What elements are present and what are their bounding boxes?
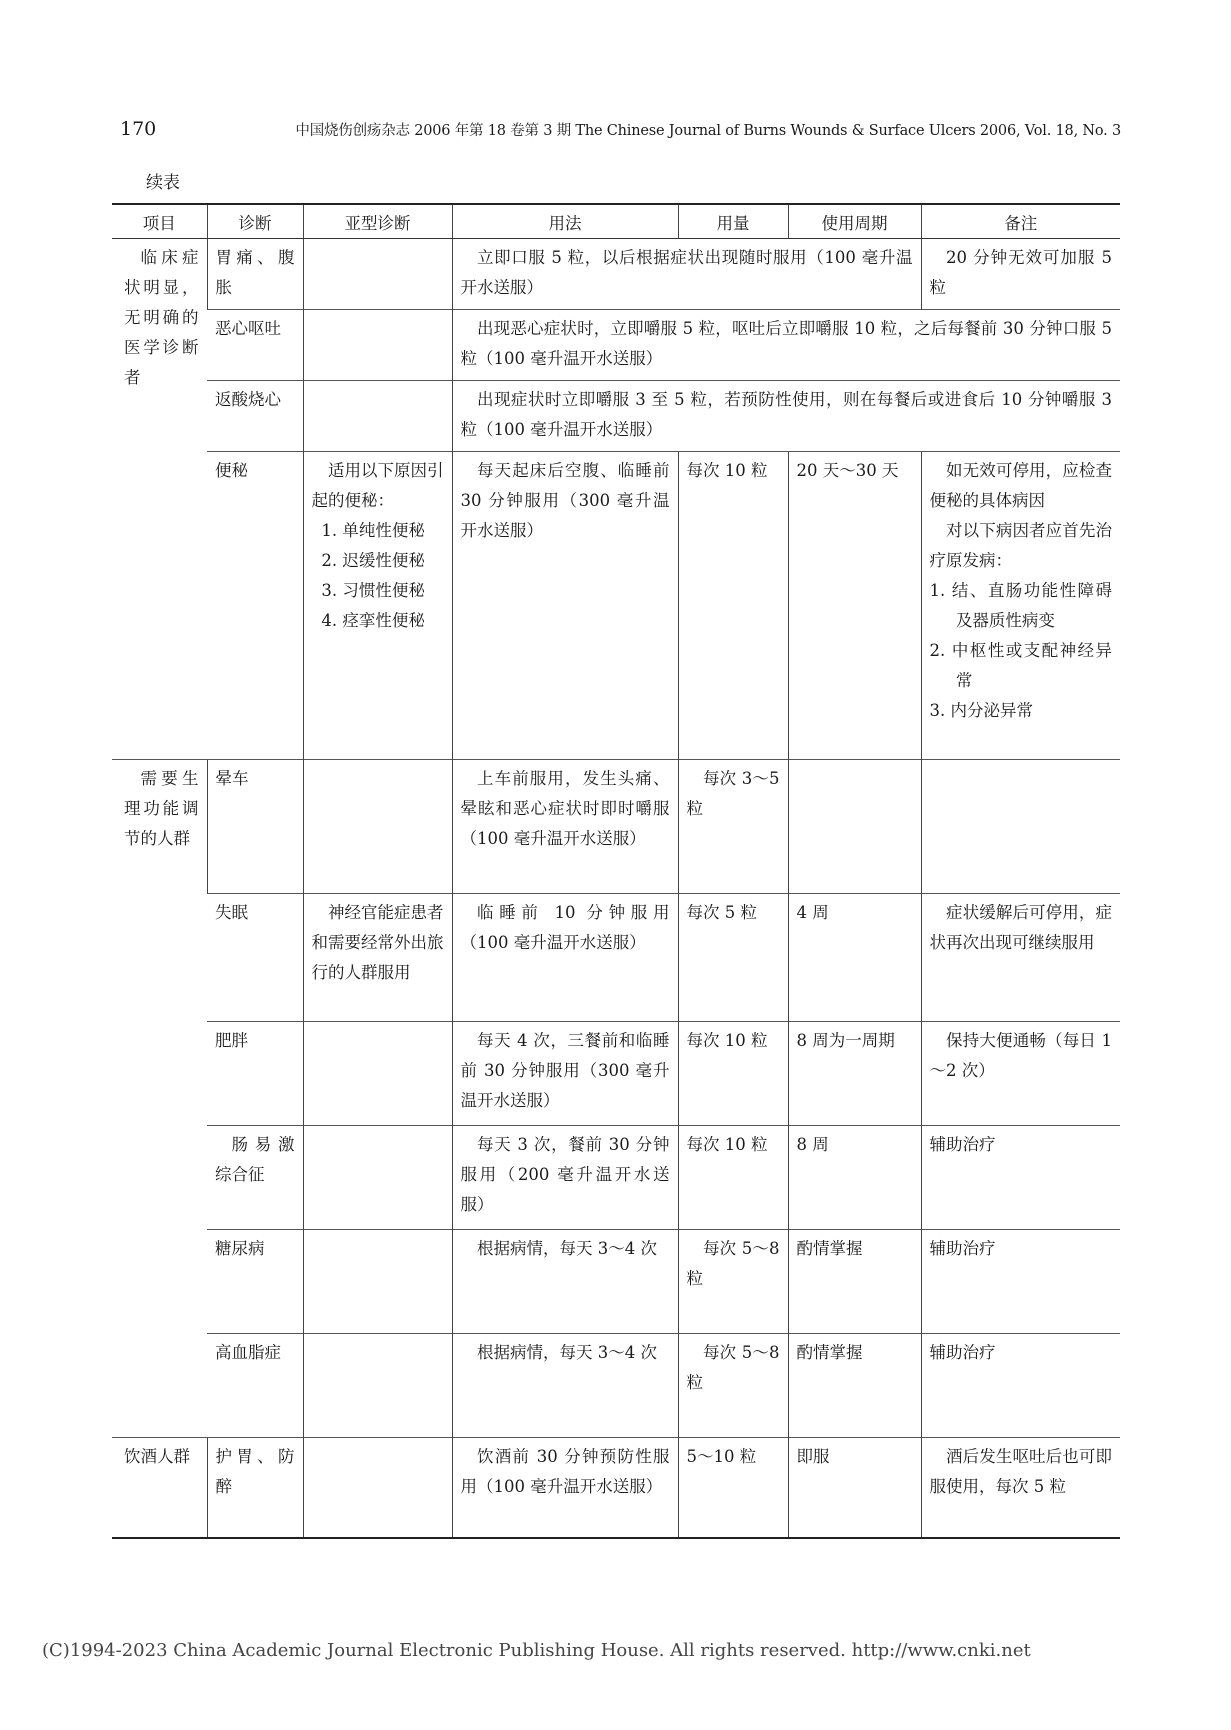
usage-cell: 出现症状时立即嚼服 3 至 5 粒，若预防性使用，则在每餐后或进食后 10 分钟嚼服 3 粒（100 毫升温开水送服） [452, 381, 1120, 452]
list-item: 1. 单纯性便秘 [321, 521, 425, 540]
table-row [112, 760, 1120, 894]
running-header: 中国烧伤创疡杂志 2006 年第 18 卷第 3 期 The Chinese Journal of Burns Wounds & Surface Ulcers 2006, Vol. 18, No. 3 [295, 123, 1121, 139]
usage-cell: 根据病情，每天 3～4 次 [452, 1230, 678, 1334]
dose-cell: 5～10 粒 [678, 1438, 788, 1538]
project-cell: 需要生理功能调节的人群 [112, 760, 207, 1438]
diagnosis-cell: 高血脂症 [207, 1334, 303, 1438]
note-cell [921, 452, 1120, 760]
note-cell: 保持大便通畅（每日 1～2 次） [921, 1022, 1120, 1126]
table-row [112, 1334, 1120, 1438]
page-number: 170 [120, 118, 157, 140]
period-cell: 酌情掌握 [788, 1230, 921, 1334]
table-row [112, 1230, 1120, 1334]
table-row [112, 310, 1120, 381]
dose-cell: 每次 5～8 粒 [678, 1334, 788, 1438]
dosage-table [112, 203, 1120, 1539]
column-header: 诊断 [207, 204, 303, 239]
subtype-list [312, 516, 444, 636]
table-row [112, 1438, 1120, 1538]
usage-cell: 每天 3 次，餐前 30 分钟服用（200 毫升温开水送服） [452, 1126, 678, 1230]
list-item: 2. 迟缓性便秘 [321, 551, 425, 570]
dose-cell: 每次 3～5 粒 [678, 760, 788, 894]
list-item: 3. 习惯性便秘 [321, 581, 425, 600]
list-item: 1. 结、直肠功能性障碍及器质性病变 [929, 581, 1112, 630]
note-cell: 辅助治疗 [921, 1126, 1120, 1230]
continued-table-label: 续表 [146, 173, 180, 193]
note-cell: 辅助治疗 [921, 1230, 1120, 1334]
diagnosis-cell: 肥胖 [207, 1022, 303, 1126]
usage-cell: 每天 4 次，三餐前和临睡前 30 分钟服用（300 毫升温开水送服） [452, 1022, 678, 1126]
diagnosis-cell: 胃痛、腹胀 [207, 239, 303, 310]
subtype-intro: 适用以下原因引起的便秘： [311, 461, 444, 510]
period-cell: 20 天～30 天 [788, 452, 921, 760]
usage-cell: 上车前服用，发生头痛、晕眩和恶心症状时即时嚼服（100 毫升温开水送服） [452, 760, 678, 894]
subtype-cell [303, 760, 452, 894]
column-header: 用量 [678, 204, 788, 239]
diagnosis-cell: 便秘 [207, 452, 303, 760]
subtype-cell [303, 1230, 452, 1334]
table-row [112, 1126, 1120, 1230]
usage-cell: 立即口服 5 粒，以后根据症状出现随时服用（100 毫升温开水送服） [452, 239, 921, 310]
list-item: 4. 痉挛性便秘 [321, 611, 425, 630]
diagnosis-cell: 返酸烧心 [207, 381, 303, 452]
project-cell: 临床症状明显，无明确的医学诊断者 [124, 248, 199, 387]
column-header: 备注 [921, 204, 1120, 239]
usage-cell: 根据病情，每天 3～4 次 [452, 1334, 678, 1438]
table-row [112, 1022, 1120, 1126]
subtype-cell [303, 452, 452, 760]
dose-cell: 每次 5～8 粒 [678, 1230, 788, 1334]
note-list [930, 576, 1113, 726]
usage-cell: 每天起床后空腹、临睡前 30 分钟服用（300 毫升温开水送服） [452, 452, 678, 760]
diagnosis-cell: 肠易激综合征 [207, 1126, 303, 1230]
table-row [112, 452, 1120, 760]
period-cell: 4 周 [788, 894, 921, 1022]
dose-cell: 每次 10 粒 [678, 1126, 788, 1230]
note-intro-2: 对以下病因者应首先治疗原发病： [929, 521, 1112, 570]
table-row [112, 381, 1120, 452]
subtype-cell [303, 1438, 452, 1538]
period-cell: 即服 [788, 1438, 921, 1538]
period-cell [788, 760, 921, 894]
list-item: 3. 内分泌异常 [929, 701, 1033, 720]
dose-cell: 每次 10 粒 [678, 1022, 788, 1126]
usage-cell: 出现恶心症状时，立即嚼服 5 粒，呕吐后立即嚼服 10 粒，之后每餐前 30 分钟口服 5 粒（100 毫升温开水送服） [452, 310, 1120, 381]
subtype-cell [303, 239, 452, 310]
table-row [112, 894, 1120, 1022]
note-cell: 辅助治疗 [921, 1334, 1120, 1438]
diagnosis-cell: 护胃、防醉 [207, 1438, 303, 1538]
note-intro: 如无效可停用，应检查便秘的具体病因 [929, 461, 1112, 510]
period-cell: 酌情掌握 [788, 1334, 921, 1438]
diagnosis-cell: 晕车 [207, 760, 303, 894]
column-header: 亚型诊断 [303, 204, 452, 239]
subtype-cell [303, 310, 452, 381]
note-cell [921, 760, 1120, 894]
column-header: 使用周期 [788, 204, 921, 239]
period-cell: 8 周为一周期 [788, 1022, 921, 1126]
table-header-row [112, 204, 1120, 239]
usage-cell: 饮酒前 30 分钟预防性服用（100 毫升温开水送服） [452, 1438, 678, 1538]
column-header: 项目 [112, 204, 207, 239]
dose-cell: 每次 5 粒 [678, 894, 788, 1022]
usage-cell: 临睡前 10 分钟服用（100 毫升温开水送服） [452, 894, 678, 1022]
diagnosis-cell: 失眠 [207, 894, 303, 1022]
list-item: 2. 中枢性或支配神经异常 [929, 641, 1112, 690]
note-cell: 20 分钟无效可加服 5 粒 [921, 239, 1120, 310]
period-cell: 8 周 [788, 1126, 921, 1230]
copyright-footer: (C)1994-2023 China Academic Journal Electronic Publishing House. All rights reserved. http://www.cnki.net [42, 1640, 1031, 1661]
diagnosis-cell: 恶心呕吐 [207, 310, 303, 381]
diagnosis-cell: 糖尿病 [207, 1230, 303, 1334]
note-cell: 症状缓解后可停用，症状再次出现可继续服用 [921, 894, 1120, 1022]
subtype-cell [303, 1126, 452, 1230]
project-cell: 饮酒人群 [112, 1438, 207, 1538]
column-header: 用法 [452, 204, 678, 239]
table-row [112, 239, 1120, 310]
dose-cell: 每次 10 粒 [678, 452, 788, 760]
subtype-cell: 神经官能症患者和需要经常外出旅行的人群服用 [303, 894, 452, 1022]
subtype-cell [303, 1022, 452, 1126]
note-cell: 酒后发生呕吐后也可即服使用，每次 5 粒 [921, 1438, 1120, 1538]
subtype-cell [303, 381, 452, 452]
subtype-cell [303, 1334, 452, 1438]
